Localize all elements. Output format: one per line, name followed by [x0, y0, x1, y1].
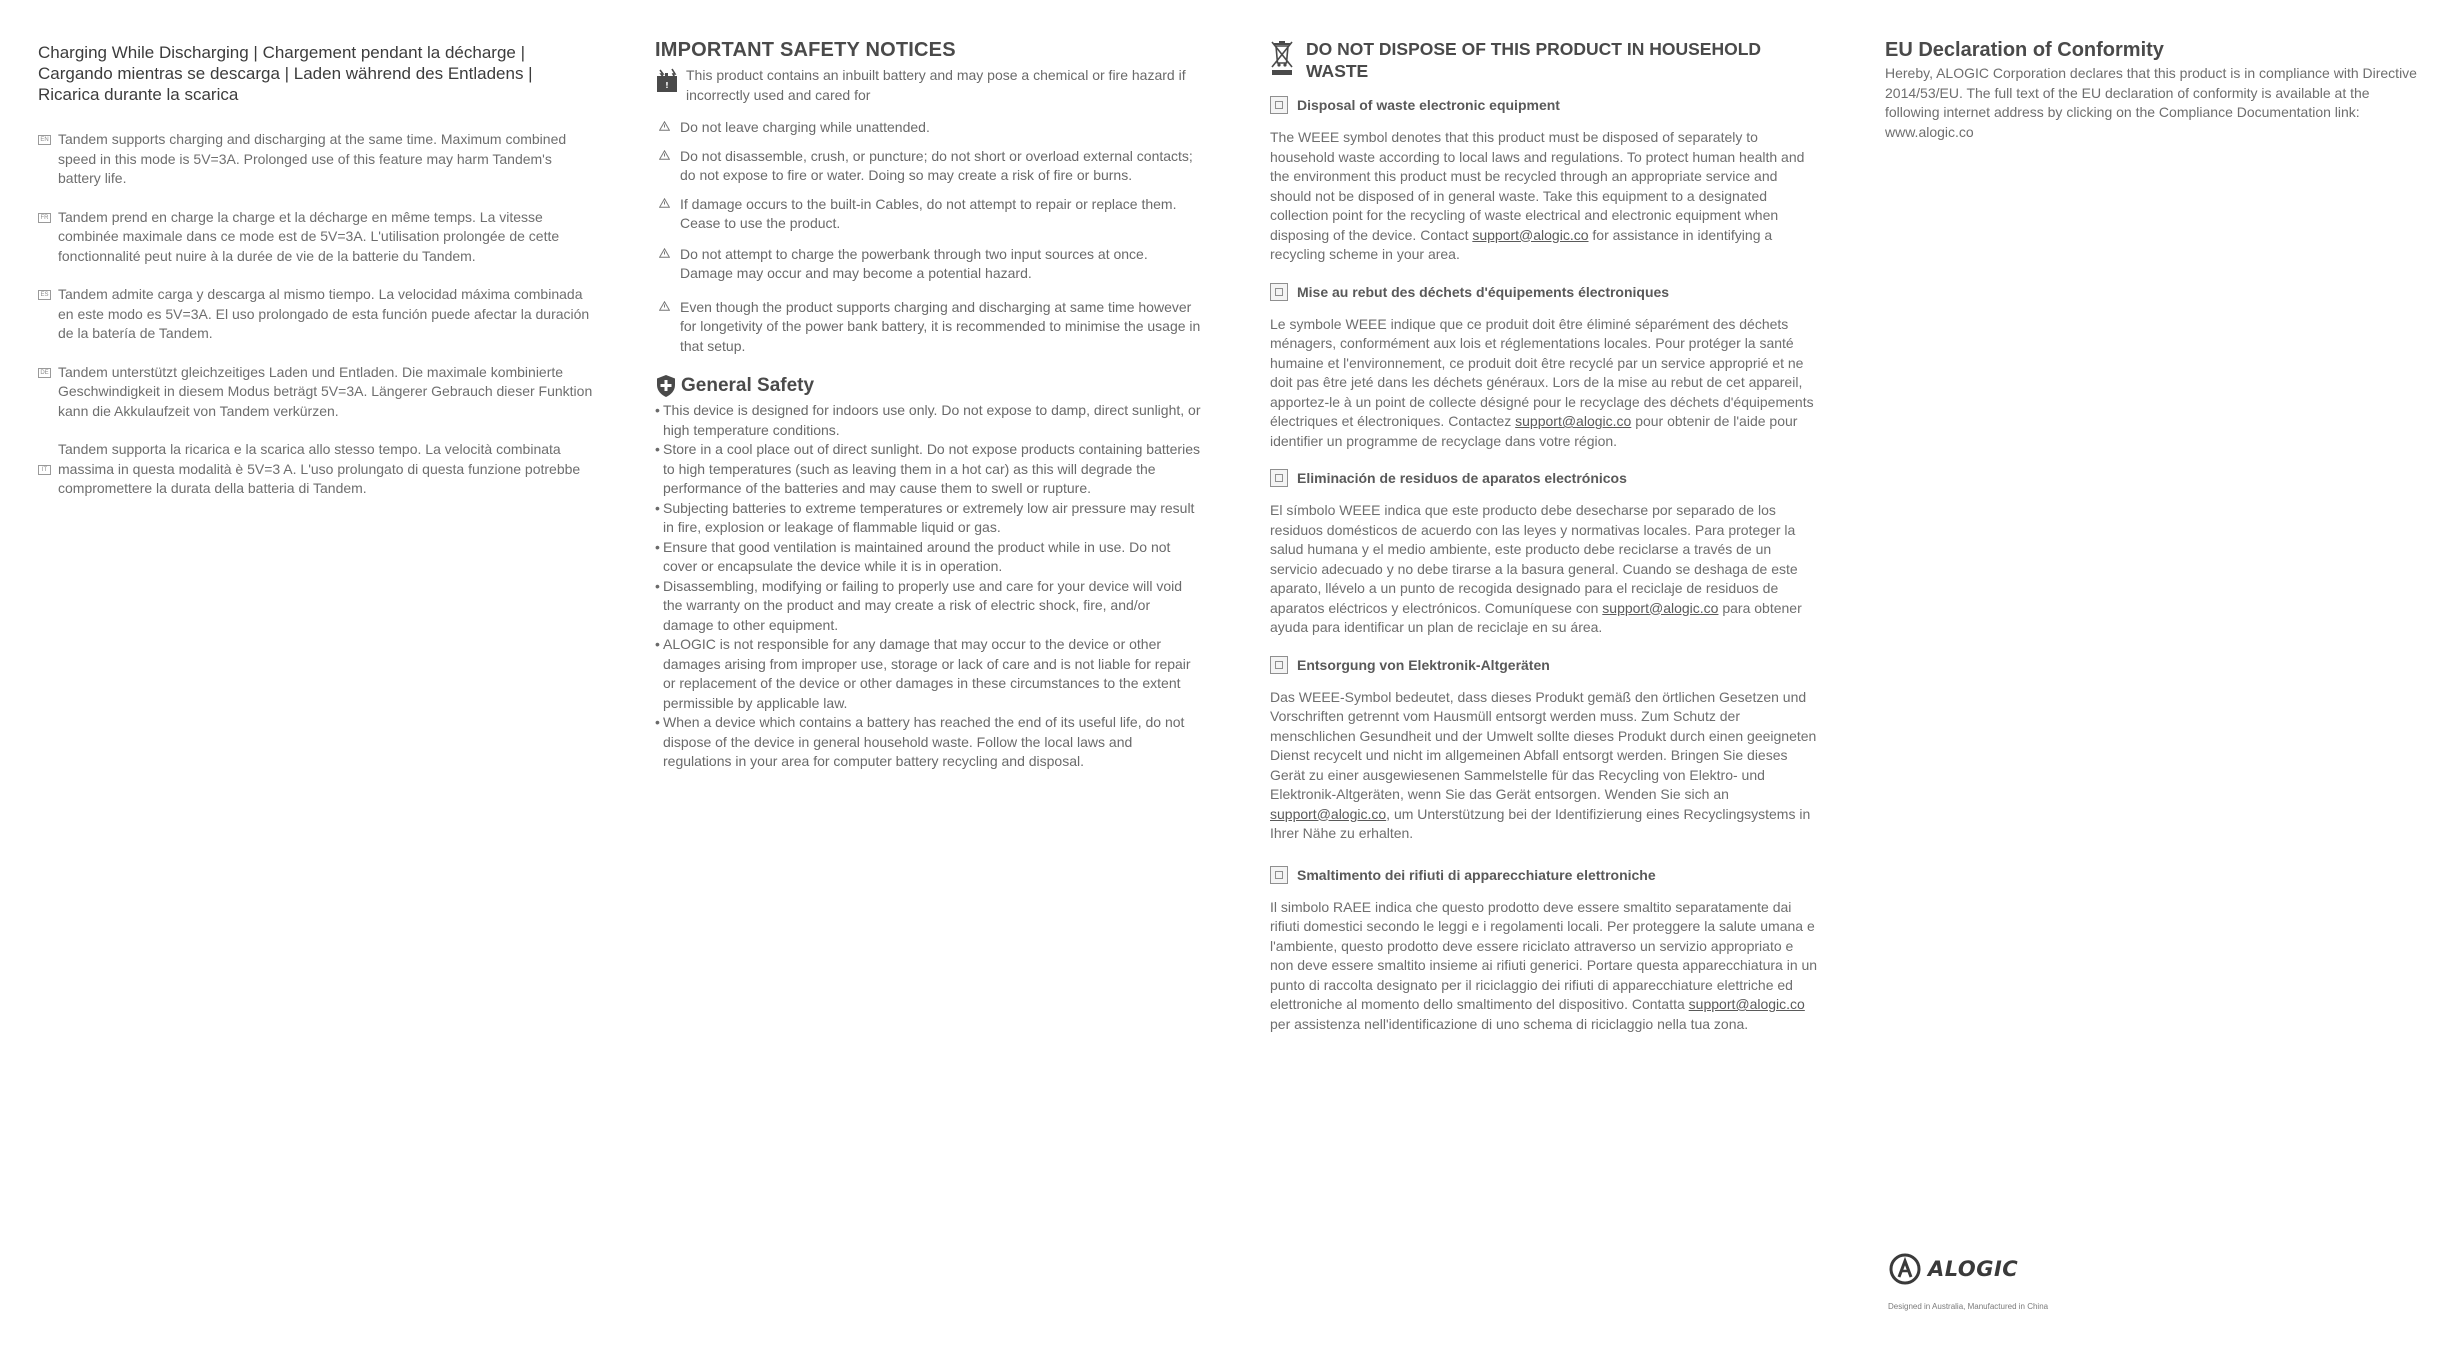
warning-item [655, 147, 1203, 186]
alogic-logo [1888, 1252, 2018, 1286]
warning-triangle-icon [659, 301, 670, 311]
warning-text: If damage occurs to the built-in Cables, do not attempt to repair or replace them. Cease to use the product. [680, 195, 1177, 231]
warning-text: Do not leave charging while unattended. [680, 119, 930, 135]
support-email-link[interactable]: support@alogic.co [1602, 599, 1719, 616]
weee-section-body-de: Das WEEE-Symbol bedeutet, dass dieses Produkt gemäß den örtlichen Gesetzen und Vorschriften getrennt vom Hausmüll entsorgt werden muss. Zum Schutz der menschlichen Gesundheit und der Umwelt sollte dieses Produkt durch einen geeigneten Dienst recycelt und nicht im allgemeinen Abfall entsorgt werden. Bringen Sie dieses Gerät zu einer ausgewiesenen Sammelstelle für das Recycling von Elektro- und Elektronik-Altgeräten, wenn Sie das Gerät entsorgen. Wenden Sie sich an support@alogic.co, um Unterstützung bei der Identifizierung eines Recyclingsystems in Ihrer Nähe zu erhalten. [1270, 688, 1817, 841]
weee-section-heading-en: Disposal of waste electronic equipment [1270, 96, 1818, 114]
list-item: • Ensure that good ventilation is maintained around the product while in use. Do not cover or encapsulate the device while it is in operation. [655, 538, 1171, 574]
weee-section-heading-es: Eliminación de residuos de aparatos electrónicos [1270, 469, 1818, 487]
list-item: • Store in a cool place out of direct sunlight. Do not expose products containing batteries to high temperatures (such as leaving them in a hot car) as this will degrade the performance of the batteries and may cause them to swell or rupture. [655, 441, 1200, 496]
battery-hazard-icon [655, 68, 679, 94]
list-item: • Subjecting batteries to extreme temperatures or extremely low air pressure may result in fire, explosion or leakage of flammable liquid or gas. [655, 499, 1195, 535]
warning-text: Do not attempt to charge the powerbank through two input sources at once. Damage may occur and may become a potential hazard. [680, 245, 1148, 281]
support-email-link[interactable]: support@alogic.co [1270, 805, 1387, 822]
warning-text: Even though the product supports charging and discharging at same time however for longetivity of the power bank battery, it is recommended to minimise the usage in that setup. [680, 298, 1201, 354]
lang-text: Tandem admite carga y descarga al mismo tiempo. La velocidad máxima combinada en este modo es 5V=3A. El uso prolongado de esta función puede afectar la duración de la batería de Tandem. [58, 286, 590, 341]
charging-title: Charging While Discharging | Chargement pendant la décharge | Cargando mientras se descarga | Laden während des Entladens | Ricarica durante la scarica [38, 43, 533, 104]
list-item: • Disassembling, modifying or failing to properly use and care for your device will void the warranty on the product and may create a risk of electric shock, fire, and/or damage to other equipment. [655, 577, 1183, 633]
checkbox-square-icon [1270, 283, 1288, 301]
general-safety-list [655, 401, 1203, 772]
weee-section-body-it: Il simbolo RAEE indica che questo prodotto deve essere smaltito separatamente dai rifiuti domestici secondo le leggi e i regolamenti locali. Per proteggere la salute umana e l'ambiente, questo prodotto deve essere riciclato attraverso un servizio appropriato e non deve essere smaltito insieme ai rifiuti generici. Portare questa apparecchiatura in un punto di raccolta designato per il riciclaggio dei rifiuti di apparecchiature elettriche ed elettroniche al momento dello smaltimento del dispositivo. Contatta support@alogic.co per assistenza nell'identificazione di uno schema di riciclaggio nella tua zona. [1270, 898, 1818, 1032]
checkbox-square-icon [1270, 96, 1288, 114]
checkbox-square-icon [1270, 469, 1288, 487]
lang-block-it [38, 440, 593, 499]
list-item: • This device is designed for indoors use only. Do not expose to damp, direct sunlight, or high temperature conditions. [655, 402, 1201, 438]
flag-icon: IT [38, 465, 51, 475]
warning-triangle-icon [659, 121, 670, 131]
list-item: • ALOGIC is not responsible for any damage that may occur to the device or other damages arising from improper use, storage or lack of care and is not liable for repair or replacement of the device or other damages in these circumstances to the extent permissible by applicable law. [655, 636, 1191, 711]
weee-section-heading-it: Smaltimento dei rifiuti di apparecchiature elettroniche [1270, 866, 1818, 884]
lang-text: Tandem prend en charge la charge et la décharge en même temps. La vitesse combinée maximale dans ce mode est de 5V=3A. L'utilisation prolongée de cette fonctionnalité peut nuire à la durée de vie de la batterie du Tandem. [58, 208, 560, 264]
support-email-link[interactable]: support@alogic.co [1515, 413, 1632, 429]
svg-text:!: ! [665, 81, 669, 90]
weee-section-body-en: The WEEE symbol denotes that this product must be disposed of separately to household waste according to local laws and regulations. To protect human health and the environment this product must be recycled through an appropriate service and should not be disposed of in general waste. Take this equipment to a designated collection point for the recycling of waste electrical and electronic equipment when disposing of the device. Contact support@alogic.co for assistance in identifying a recycling scheme in your area. [1270, 129, 1805, 262]
lang-text: Tandem unterstützt gleichzeitiges Laden und Entladen. Die maximale kombinierte Geschwindigkeit in diesem Modus beträgt 5V=3A. Längerer Gebrauch dieser Funktion kann die Akkulaufzeit von Tandem verkürzen. [58, 363, 593, 419]
checkbox-square-icon [1270, 656, 1288, 674]
flag-icon: FR [38, 213, 51, 223]
column-weee [1270, 38, 1818, 1034]
warning-triangle-icon [659, 248, 670, 258]
safety-notices-heading: IMPORTANT SAFETY NOTICES [655, 39, 956, 61]
flag-icon: ES [38, 290, 51, 300]
general-safety-title: General Safety [681, 375, 815, 396]
warning-item [655, 118, 1203, 138]
logo-wordmark: ALOGIC [1928, 1257, 2019, 1281]
manufacture-note: Designed in Australia, Manufactured in China [1888, 1302, 2049, 1311]
lang-block-de [38, 363, 593, 422]
flag-icon: DE [38, 368, 51, 378]
flag-icon: EN [38, 135, 51, 145]
column-eu-declaration [1885, 38, 2425, 142]
warning-item [655, 245, 1203, 284]
eu-declaration-body: Hereby, ALOGIC Corporation declares that this product is in compliance with Directive 2014/53/EU. The full text of the EU declaration of conformity is available at the following internet address by clicking on the Compliance Documentation link: www.alogic.co [1885, 65, 2417, 140]
lang-block-es [38, 285, 593, 344]
warning-item [655, 298, 1203, 357]
support-email-link[interactable]: support@alogic.co [1472, 226, 1589, 243]
warning-triangle-icon [659, 198, 670, 208]
weee-section-body-fr: Le symbole WEEE indique que ce produit doit être éliminé séparément des déchets ménagers, conformément aux lois et réglementations locales. Pour protéger la santé humaine et l'environnement, ce produit doit être recyclé par un service approprié et ne doit pas être jeté dans les déchets généraux. Lors de la mise au rebut de cet appareil, apportez-le à un point de collecte désigné pour le recyclage des déchets d'équipements électriques et électroniques. Contactez support@alogic.co pour obtenir de l'aide pour identifier un programme de recyclage dans votre région. [1270, 315, 1814, 449]
eu-declaration-heading: EU Declaration of Conformity [1885, 39, 2164, 61]
weee-section-body-es: El símbolo WEEE indica que este producto debe desecharse por separado de los residuos domésticos de acuerdo con las leyes y normativas locales. Para proteger la salud humana y el medio ambiente, este producto debe reciclarse a través de un servicio adecuado y no debe tirarse a la basura general. Cuando se deshaga de este aparato, llévelo a un punto de recogida designado para el reciclaje de residuos de aparatos eléctricos y electrónicos. Comuníquese con support@alogic.co para obtener ayuda para identificar un plan de reciclaje en su área. [1270, 502, 1802, 635]
column-safety [655, 38, 1203, 772]
battery-warning-intro [655, 66, 1203, 105]
weee-section-heading-fr: Mise au rebut des déchets d'équipements électroniques [1270, 283, 1818, 301]
lang-block-en [38, 130, 593, 189]
warning-text: Do not disassemble, crush, or puncture; do not short or overload external contacts; do not expose to fire or water. Doing so may create a risk of fire or burns. [680, 147, 1193, 183]
lang-text: Tandem supports charging and discharging at the same time. Maximum combined speed in this mode is 5V=3A. Prolonged use of this feature may harm Tandem's battery life. [58, 131, 567, 186]
column-charging [38, 38, 593, 499]
do-not-dispose-heading [1270, 38, 1818, 82]
list-item: • When a device which contains a battery has reached the end of its useful life, do not dispose of the device in general household waste. Follow the local laws and regulations in your area for computer battery recycling and disposal. [655, 714, 1185, 769]
lang-text: Tandem supporta la ricarica e la scarica allo stesso tempo. La velocità combinata massima in questa modalità è 5V=3 A. L'uso prolungato di questa funzione potrebbe compromettere la durata della batteria di Tandem. [58, 441, 581, 496]
checkbox-square-icon [1270, 866, 1288, 884]
warning-triangle-icon [659, 150, 670, 160]
support-email-link[interactable]: support@alogic.co [1688, 996, 1805, 1012]
crossed-bin-icon [1270, 39, 1294, 77]
weee-section-heading-de: Entsorgung von Elektronik-Altgeräten [1270, 656, 1818, 674]
lang-block-fr [38, 208, 593, 267]
alogic-logo-icon [1888, 1252, 1922, 1286]
dispose-title: DO NOT DISPOSE OF THIS PRODUCT IN HOUSEHOLD WASTE [1306, 39, 1762, 81]
warning-item [655, 195, 1203, 234]
shield-plus-icon [655, 374, 677, 398]
intro-text: This product contains an inbuilt battery and may pose a chemical or fire hazard if incorrectly used and cared for [686, 67, 1186, 103]
general-safety-heading [655, 374, 1203, 398]
